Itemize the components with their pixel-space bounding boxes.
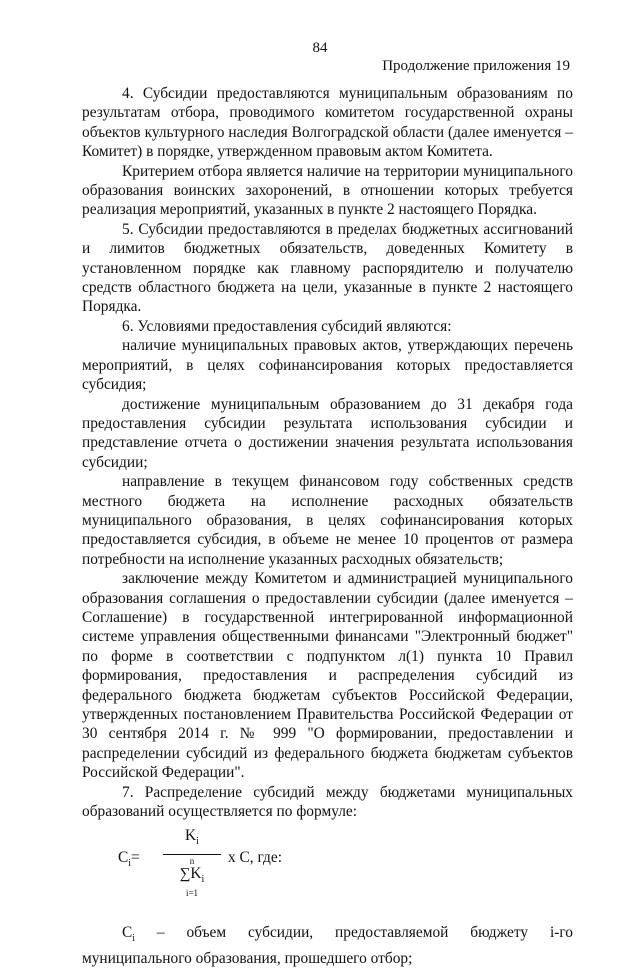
formula-fraction: [163, 827, 221, 898]
paragraph-6: 6. Условиями предоставления субсидий являются:: [122, 317, 452, 335]
page-number: 84: [312, 40, 328, 56]
condition-legal-acts: наличие муниципальных правовых актов, утверждающих перечень мероприятий, в целях софинансирования которых предоставляется субсидия;: [82, 337, 573, 394]
formula-sum-lower: i=1: [185, 887, 199, 898]
paragraph-4: 4. Субсидии предоставляются муниципальным образованиям по результатам отбора, проводимого комитетом государственной охраны объектов культурного наследия Волгоградской области (далее именуется – Комитет) в порядке, утвержденном правовым актом Комитета.: [82, 85, 573, 161]
formula-rhs: x C, где:: [228, 849, 282, 867]
formula-numerator: $K_i$: [163, 827, 221, 854]
condition-agreement: заключение между Комитетом и администрацией муниципального образования соглашения о предоставлении субсидии (далее именуется – Соглашение) в государственной интегрированной информационной системе управления общественными финансами "Электронный бюджет" по форме в соответствии с подпунктом л(1) пункта 10 Правил формирования, предоставления и распределения субсидий из федерального бюджета бюджетам субъектов Российской Федерации, утвержденных постановлением Правительства Российской Федерации от 30 сентября 2014 г. № 999 "О формировании, предоставлении и распределении субсидий из федерального бюджета бюджетам субъектов Российской Федерации".: [82, 570, 573, 782]
condition-result-achievement: достижение муниципальным образованием до 31 декабря года предоставления субсидии результата использования субсидии и представление отчета о достижении значения результата использования субсидии;: [82, 395, 573, 471]
appendix-note: Продолжение приложения 19: [382, 58, 570, 74]
formula-lhs: $C_i=$: [118, 849, 140, 870]
document-body: [82, 84, 573, 968]
paragraph-7: 7. Распределение субсидий между бюджетами муниципальных образований осуществляется по формуле:: [82, 783, 573, 821]
formula-denominator: $\sum K_i$: [179, 864, 205, 885]
definition-ci: $C_i$ – объем субсидии, предоставляемой бюджету i-го муниципального образования, прошедшего отбор;: [82, 924, 573, 967]
formula-sum-upper: n: [189, 855, 195, 866]
distribution-formula: [118, 827, 573, 898]
paragraph-5: 5. Субсидии предоставляются в пределах бюджетных ассигнований и лимитов бюджетных обязательств, доведенных Комитету в установленном порядке как главному распорядителю и получателю средств областного бюджета на цели, указанные в пункте 2 настоящего Порядка.: [82, 220, 573, 316]
paragraph-selection-criterion: Критерием отбора является наличие на территории муниципального образования воинских захоронений, в отношении которых требуется реализация мероприятий, указанных в пункте 2 настоящего Порядка.: [82, 162, 573, 219]
formula-spacing: [82, 889, 573, 923]
condition-own-funds: направление в текущем финансовом году собственных средств местного бюджета на исполнение расходных обязательств муниципального образования, в целях софинансирования которых предоставляется субсидия, в объеме не менее 10 процентов от размера потребности на исполнение указанных расходных обязательств;: [82, 473, 573, 568]
